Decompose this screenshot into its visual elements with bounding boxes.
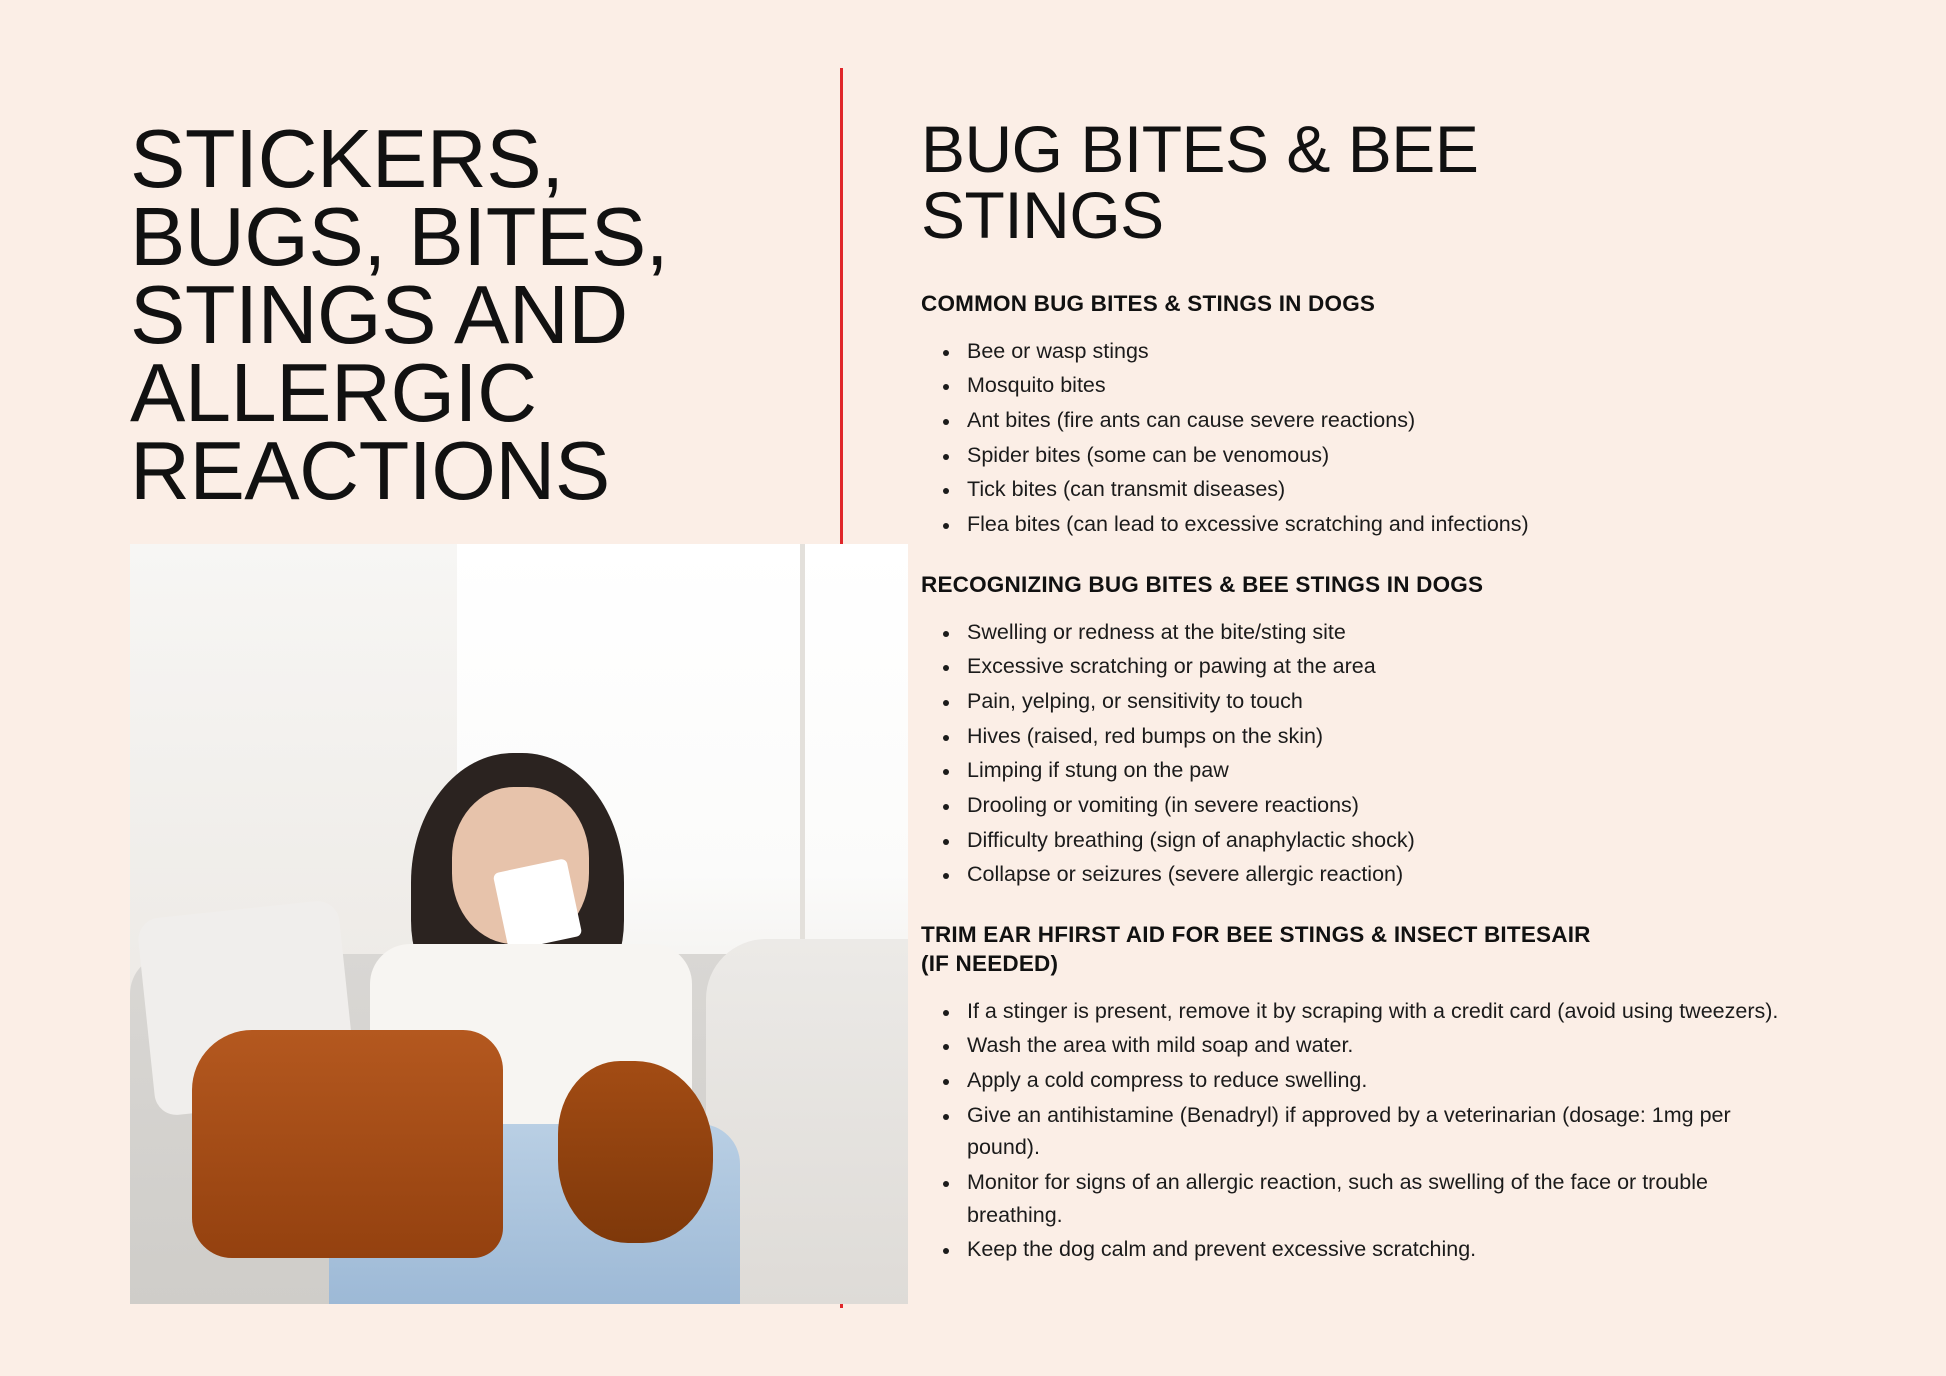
photo-dog-body — [192, 1030, 503, 1258]
list-item: • Bee or wasp stings — [961, 335, 1797, 368]
list-item: • Hives (raised, red bumps on the skin) — [961, 720, 1797, 753]
list-item: • Ant bites (fire ants can cause severe reactions) — [961, 404, 1797, 437]
list-item: • Mosquito bites — [961, 369, 1797, 402]
right-column — [843, 0, 1946, 1376]
photo-dog-head — [558, 1061, 714, 1243]
section-heading: TRIM EAR HFIRST AID FOR BEE STINGS & INSECT BITESAIR (IF NEEDED) — [921, 922, 1591, 976]
section-recognizing-bug-bites — [921, 571, 1866, 891]
list-item: • Keep the dog calm and prevent excessive scratching. — [961, 1233, 1797, 1266]
list-item: • Monitor for signs of an allergic reaction, such as swelling of the face or trouble breathing. — [961, 1166, 1797, 1231]
right-title: BUG BITES & BEE STINGS — [921, 112, 1479, 252]
list-item: • Drooling or vomiting (in severe reactions) — [961, 789, 1797, 822]
section-heading: COMMON BUG BITES & STINGS IN DOGS — [921, 291, 1376, 316]
list-item: • Pain, yelping, or sensitivity to touch — [961, 685, 1797, 718]
list-item: • Flea bites (can lead to excessive scratching and infections) — [961, 508, 1797, 541]
list-item: • Collapse or seizures (severe allergic reaction) — [961, 858, 1797, 891]
list-item: • Wash the area with mild soap and water. — [961, 1029, 1797, 1062]
section-list — [929, 335, 1866, 541]
hero-photo — [130, 544, 908, 1304]
list-item: • Swelling or redness at the bite/sting site — [961, 616, 1797, 649]
left-column — [0, 0, 840, 1376]
page-title: STICKERS, BUGS, BITES, STINGS AND ALLERGIC REACTIONS — [130, 112, 669, 518]
section-first-aid — [921, 921, 1866, 1266]
section-list — [929, 995, 1866, 1266]
list-item: • Excessive scratching or pawing at the area — [961, 650, 1797, 683]
list-item: • Difficulty breathing (sign of anaphylactic shock) — [961, 824, 1797, 857]
section-heading: RECOGNIZING BUG BITES & BEE STINGS IN DOGS — [921, 571, 1484, 597]
section-common-bug-bites — [921, 290, 1866, 541]
list-item: • Apply a cold compress to reduce swelling. — [961, 1064, 1797, 1097]
list-item: • Tick bites (can transmit diseases) — [961, 473, 1797, 506]
section-list — [929, 616, 1866, 891]
list-item: • If a stinger is present, remove it by scraping with a credit card (avoid using tweezers). — [961, 995, 1797, 1028]
list-item: • Limping if stung on the paw — [961, 754, 1797, 787]
list-item: • Give an antihistamine (Benadryl) if approved by a veterinarian (dosage: 1mg per pound). — [961, 1099, 1797, 1164]
list-item: • Spider bites (some can be venomous) — [961, 439, 1797, 472]
